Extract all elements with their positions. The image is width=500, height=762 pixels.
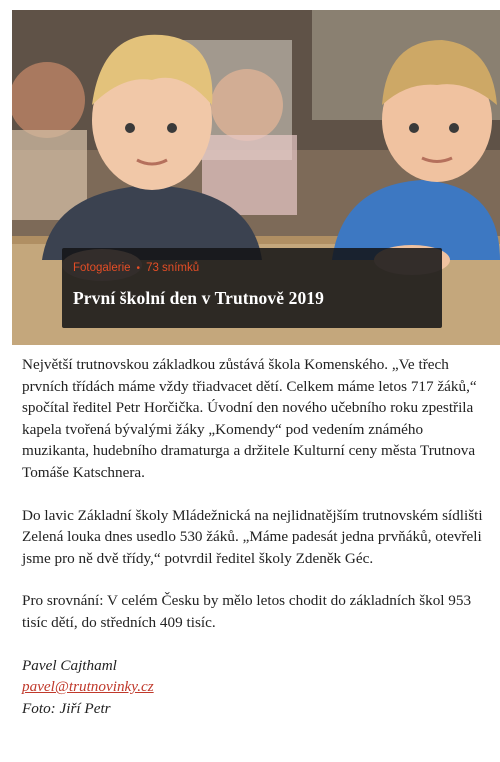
gallery-hero[interactable] <box>12 10 500 345</box>
article-paragraph: Do lavic Základní školy Mládežnická na nejlidnatějším trutnovském sídlišti Zelená louka dnes usedlo 530 žáků. „Máme padesát jedna prvňáků, otevřeli jsme pro ně dvě třídy,“ potvrdil ředitel školy Zdeněk Géc. <box>22 506 483 567</box>
article-paragraph: Pro srovnání: V celém Česku by mělo letos chodit do základních škol 953 tisíc dětí, do středních 409 tisíc. <box>22 592 472 631</box>
author-name: Pavel Cajthaml <box>22 656 117 674</box>
gallery-meta <box>73 262 430 274</box>
byline <box>22 655 492 720</box>
gallery-count: 73 snímků <box>146 262 200 274</box>
gallery-caption[interactable] <box>62 248 442 328</box>
gallery-category[interactable]: Fotogalerie <box>73 262 131 274</box>
article-body <box>22 354 492 719</box>
meta-separator: • <box>136 262 141 274</box>
article-paragraph: Největší trutnovskou základkou zůstává škola Komenského. „Ve třech prvních třídách máme vždy třiadvacet dětí. Celkem máme letos 717 žáků,“ spočítal ředitel Petr Horčička. Úvodní den nového učebního roku zpestřila kapela tvořená bývalými žáky „Komendy“ pod vedením známého muzikanta, hudebního dramaturga a držitele Kulturní ceny města Trutnova Tomáše Katschnera. <box>22 356 477 481</box>
photo-credit: Foto: Jiří Petr <box>22 699 111 717</box>
gallery-title[interactable]: První školní den v Trutnově 2019 <box>73 288 324 308</box>
author-email-link[interactable]: pavel@trutnovinky.cz <box>22 678 154 696</box>
